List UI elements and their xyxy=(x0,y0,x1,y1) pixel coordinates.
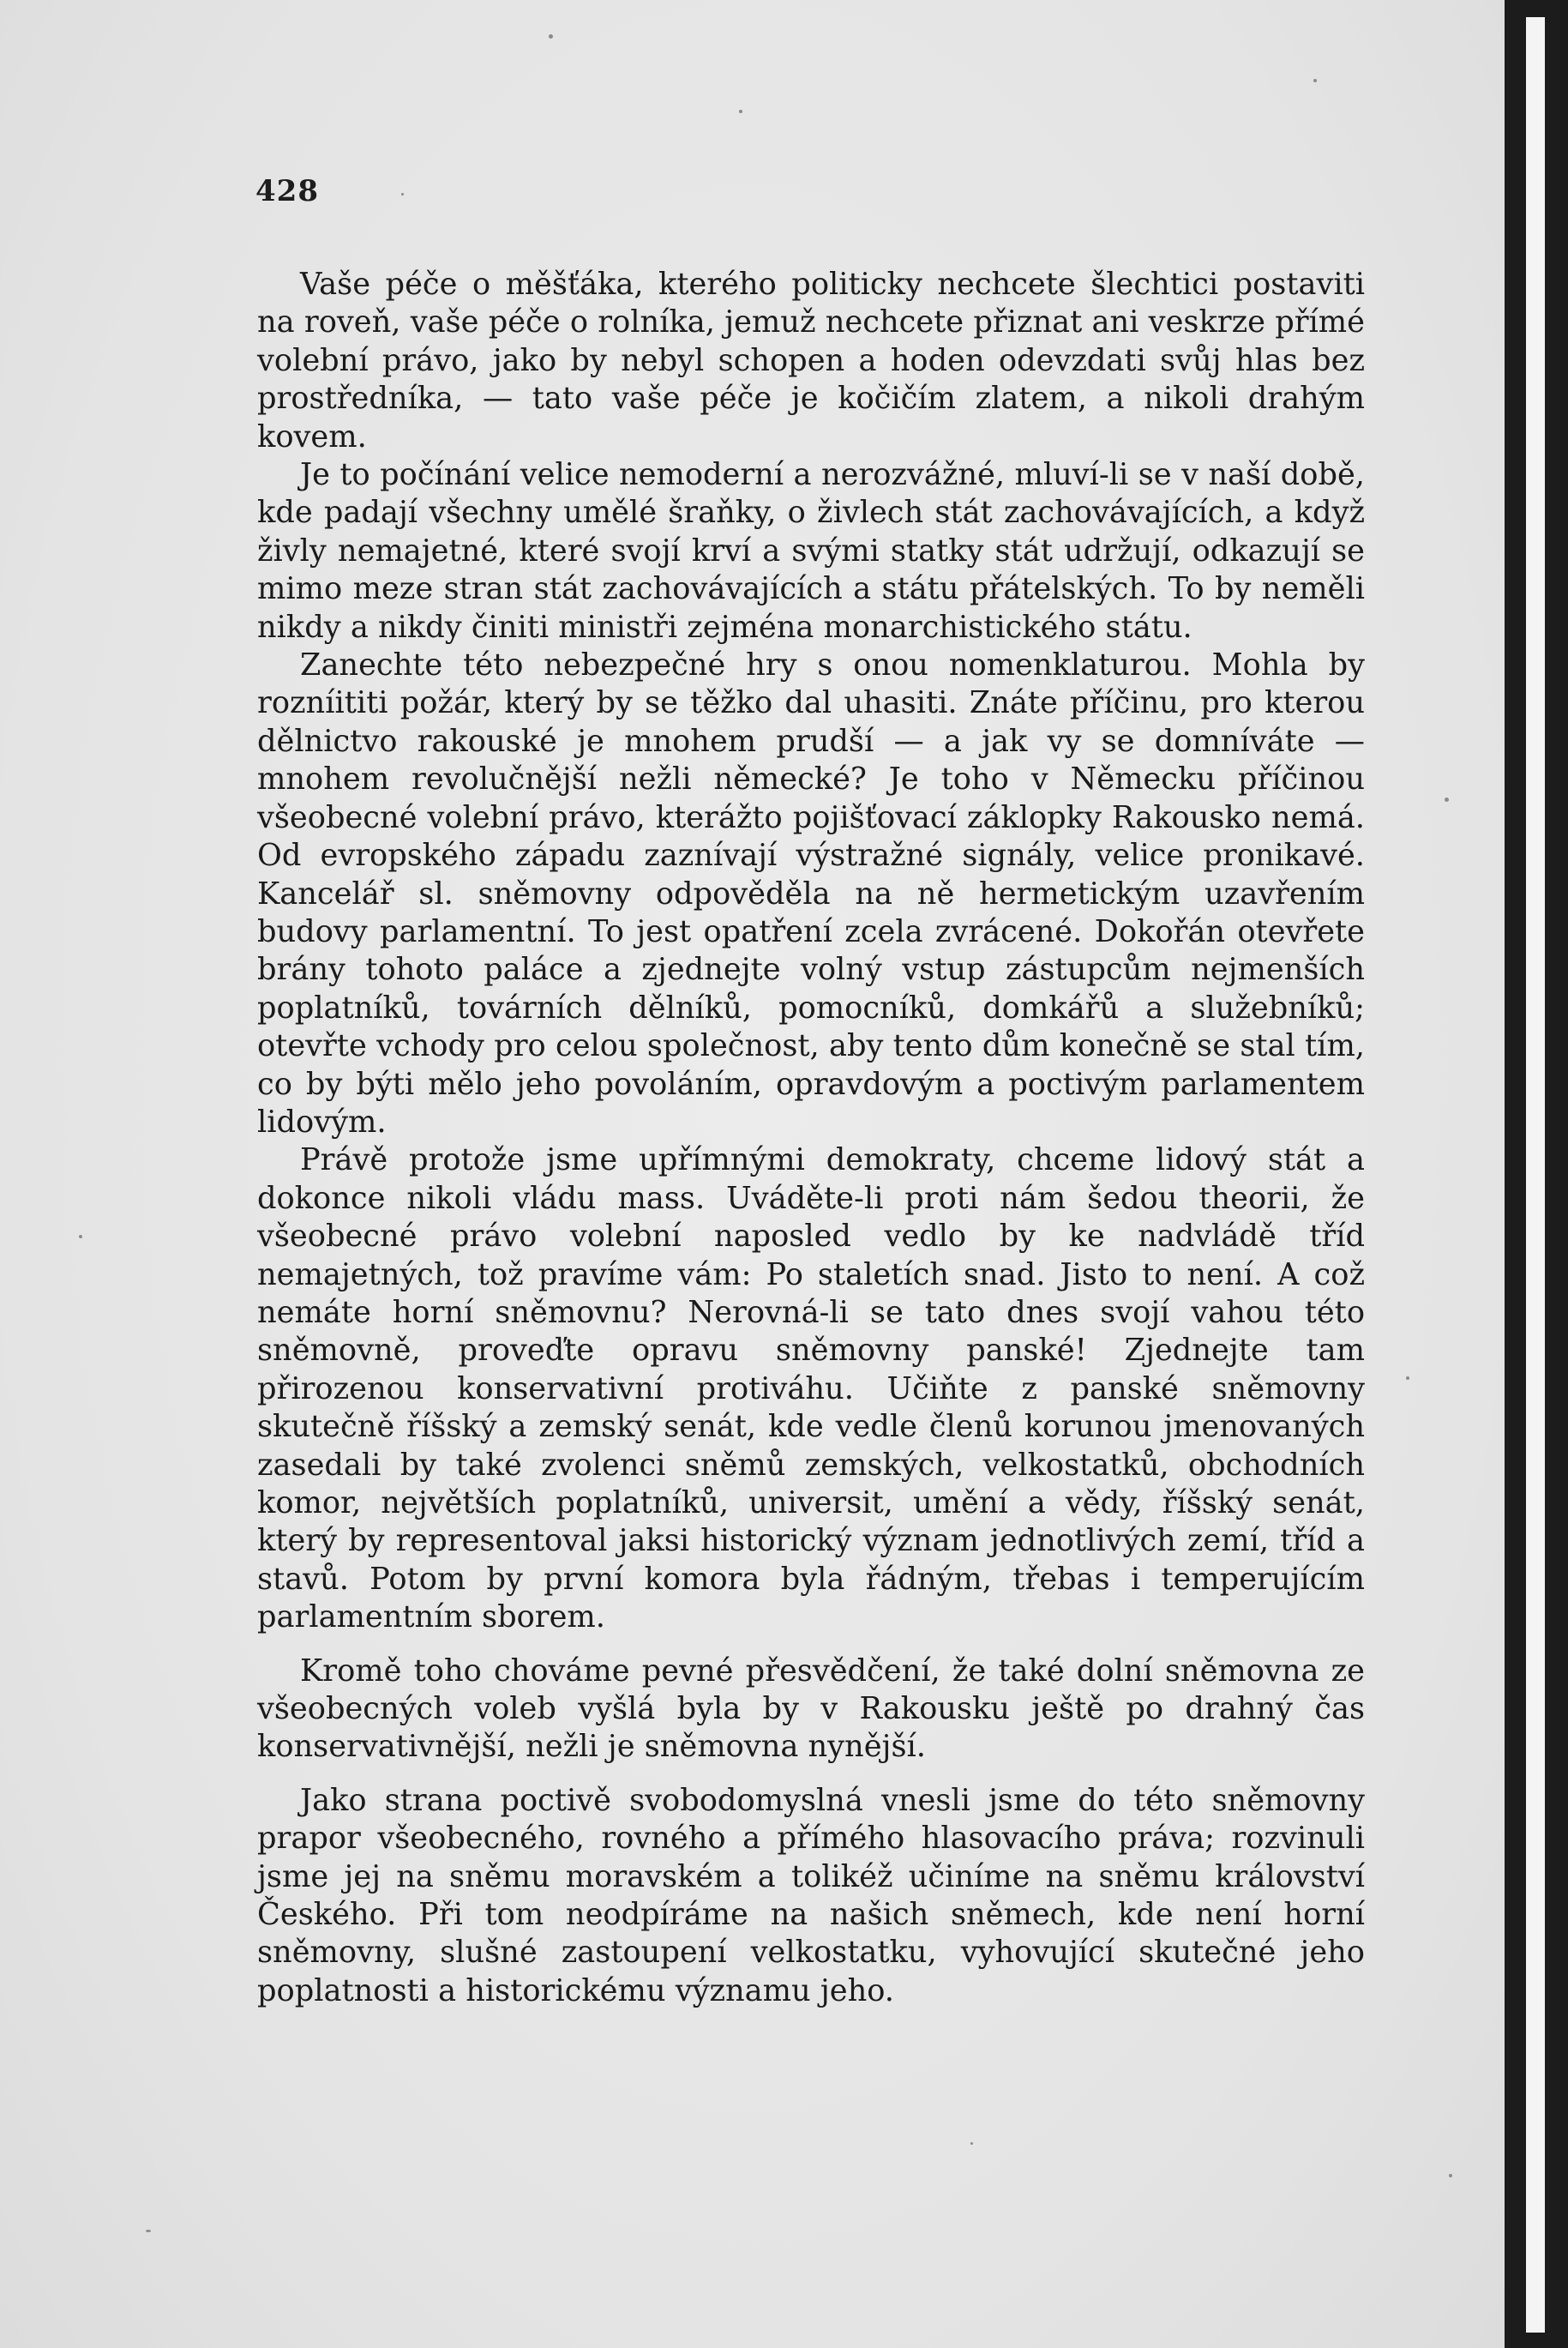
scan-speck xyxy=(1445,798,1449,802)
body-text xyxy=(257,266,1365,2010)
scan-speck xyxy=(401,193,404,196)
paragraph-3: Zanechte této nebezpečné hry s onou nomenklaturou. Mohla by rozníititi požár, který by se těžko dal uhasiti. Znáte příčinu, pro kterou dělnictvo rakouské je mnohem prudší — a jak vy se domníváte — mnohem revolučnější nežli německé? Je toho v Německu příčinou všeobecné volební právo, kterážto pojišťovací záklopky Rakousko nemá. Od evropského západu zaznívají výstražné signály, velice pronikavé. Kancelář sl. sněmovny odpověděla na ně hermetickým uzavřením budovy parlamentní. To jest opatření zcela zvrácené. Dokořán otevřete brány tohoto paláce a zjednejte volný vstup zástupcům nejmenších poplatníků, továrních dělníků, pomocníků, domkářů a služebníků; otevřte vchody pro celou společnost, aby tento dům konečně se stal tím, co by býti mělo jeho povoláním, opravdovým a poctivým parlamentem lidovým. xyxy=(257,647,1365,1140)
scan-speck xyxy=(1406,1376,1409,1380)
scan-speck xyxy=(1449,2174,1452,2177)
scan-speck xyxy=(79,1235,82,1238)
paragraph-1: Vaše péče o měšťáka, kterého politicky nechcete šlechtici postaviti na roveň, vaše péče o rolníka, jemuž nechcete přiznat ani veskrze přímé volební právo, jako by nebyl schopen a hoden odevzdati svůj hlas bez prostředníka, — tato vaše péče je kočičím zlatem, a nikoli drahým kovem. xyxy=(257,267,1365,455)
paragraph-4: Právě protože jsme upřímnými demokraty, chceme lidový stát a dokonce nikoli vládu mass. Uváděte-li proti nám šedou theorii, že všeobecné právo volební naposled vedlo by ke nadvládě tříd nemajetných, tož pravíme vám: Po staletích snad. Jisto to není. A což nemáte horní sněmovnu? Nerovná-li se tato dnes svojí vahou této sněmovně, proveďte opravu sněmovny panské! Zjednejte tam přirozenou konservativní protiváhu. Učiňte z panské sněmovny skutečně říšský a zemský senát, kde vedle členů korunou jmenovaných zasedali by také zvolenci sněmů zemských, velkostatků, obchodních komor, největších poplatníků, universit, umění a vědy, říšský senát, který by representoval jaksi historický význam jednotlivých zemí, tříd a stavů. Potom by první komora byla řádným, třebas i temperujícím parlamentním sborem. xyxy=(257,1142,1365,1635)
scan-speck xyxy=(146,2230,151,2232)
paragraph-2: Je to počínání velice nemoderní a nerozvážné, mluví-li se v naší době, kde padají všechny umělé šraňky, o živlech stát zachovávajících, a když živly nemajetné, které svojí krví a svými statky stát udržují, odkazují se mimo meze stran stát zachovávajících a státu přátelských. To by neměli nikdy a nikdy činiti ministři zejména monarchistického státu. xyxy=(257,457,1365,645)
scan-border-strip xyxy=(1526,17,1545,2333)
scan-speck xyxy=(549,34,553,39)
scan-speck xyxy=(739,110,742,113)
paragraph-5: Kromě toho chováme pevné přesvědčení, že také dolní sněmovna ze všeobecných voleb vyšlá byla by v Rakousku ještě po drahný čas konservativnější, nežli je sněmovna nynější. xyxy=(257,1653,1365,1765)
paragraph-6: Jako strana poctivě svobodomyslná vnesli jsme do této sněmovny prapor všeobecného, rovného a přímého hlasovacího práva; rozvinuli jsme jej na sněmu moravském a tolikéž učiníme na sněmu království Českého. Při tom neodpíráme na našich sněmech, kde není horní sněmovny, slušné zastoupení velkostatku, vyhovující skutečné jeho poplatnosti a historickému významu jeho. xyxy=(257,1782,1365,2008)
page-number: 428 xyxy=(255,174,319,208)
scan-speck xyxy=(970,2142,973,2145)
scan-speck xyxy=(1313,79,1317,82)
